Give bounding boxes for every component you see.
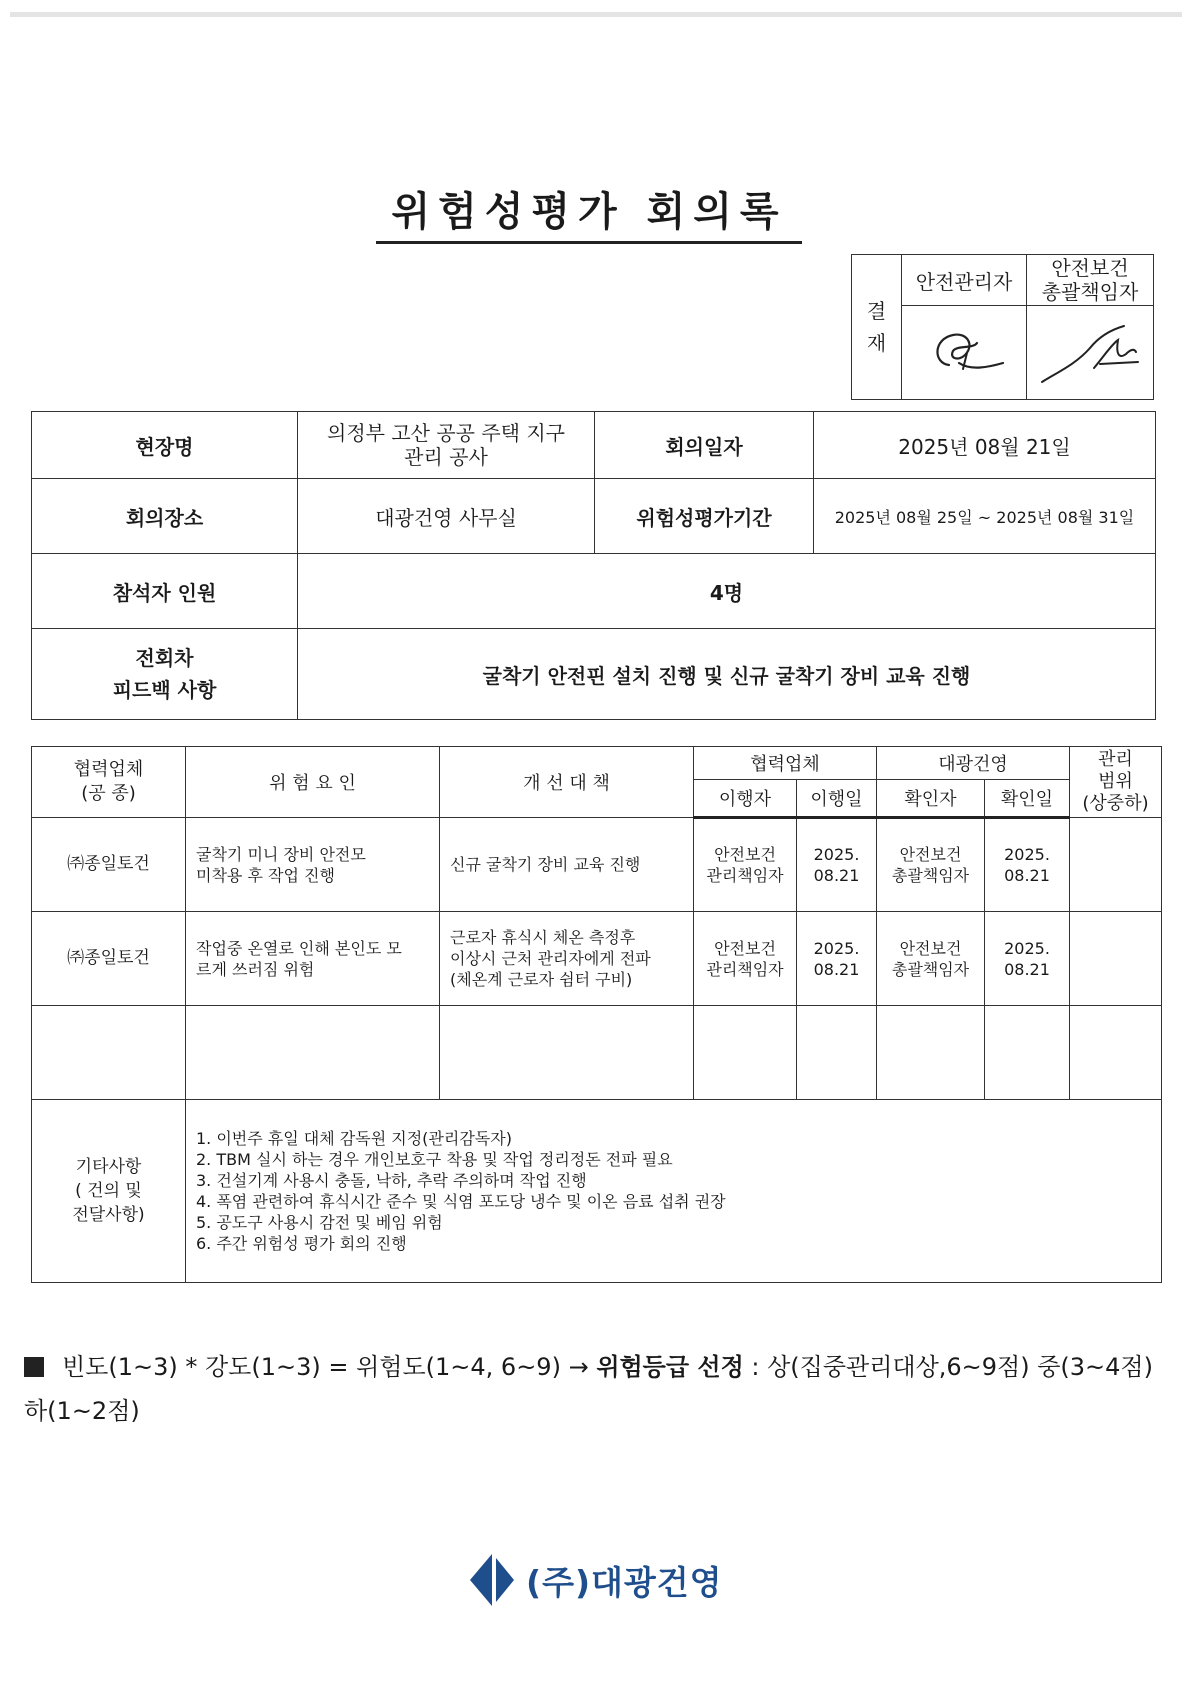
date-value: 2025년 08월 21일 bbox=[814, 412, 1156, 479]
header-performer: 이행자 bbox=[694, 780, 797, 818]
page-title: 위험성평가 회의록 bbox=[376, 185, 802, 244]
row-performer: 안전보건 관리책임자 bbox=[694, 912, 797, 1006]
list-item: 1. 이번주 휴일 대체 감독원 지정(관리감독자) bbox=[196, 1129, 512, 1148]
row-check-date: 2025. 08.21 bbox=[985, 912, 1070, 1006]
row-performer: 안전보건 관리책임자 bbox=[694, 818, 797, 912]
row-perform-date: 2025. 08.21 bbox=[797, 818, 877, 912]
header-measure: 개 선 대 책 bbox=[440, 747, 694, 818]
logo-mark-icon bbox=[470, 1554, 514, 1606]
attendees-value: 4명 bbox=[298, 554, 1156, 629]
row-checker: 안전보건 총괄책임자 bbox=[877, 818, 985, 912]
site-value: 의정부 고산 공공 주택 지구 관리 공사 bbox=[298, 412, 595, 479]
row-perform-date bbox=[797, 1006, 877, 1100]
list-item: 3. 건설기계 사용시 충돌, 낙하, 추락 주의하며 작업 진행 bbox=[196, 1171, 587, 1190]
footnote-grades: : 상(집중관리대상,6~9점) 중(3~4점) 하(1~2점) bbox=[24, 1353, 1153, 1425]
row-measure bbox=[440, 1006, 694, 1100]
feedback-value: 굴착기 안전핀 설치 진행 및 신규 굴착기 장비 교육 진행 bbox=[298, 629, 1156, 720]
place-label: 회의장소 bbox=[32, 479, 298, 554]
table-row bbox=[32, 912, 1162, 1006]
approval-box bbox=[851, 254, 1154, 400]
row-measure: 근로자 휴식시 체온 측정후 이상시 근처 관리자에게 전파 (체온계 근로자 쉼터 구비) bbox=[440, 912, 694, 1006]
period-value: 2025년 08월 25일 ~ 2025년 08월 31일 bbox=[814, 479, 1156, 554]
row-perform-date: 2025. 08.21 bbox=[797, 912, 877, 1006]
list-item: 5. 공도구 사용시 감전 및 베임 위험 bbox=[196, 1213, 443, 1232]
meeting-info-table bbox=[31, 411, 1156, 720]
site-label: 현장명 bbox=[32, 412, 298, 479]
header-scope: 관리 범위 (상중하) bbox=[1070, 747, 1162, 818]
row-checker: 안전보건 총괄책임자 bbox=[877, 912, 985, 1006]
row-performer bbox=[694, 1006, 797, 1100]
footnote-bold: 위험등급 선정 bbox=[596, 1353, 744, 1381]
row-check-date: 2025. 08.21 bbox=[985, 818, 1070, 912]
table-row bbox=[32, 818, 1162, 912]
date-label: 회의일자 bbox=[595, 412, 814, 479]
header-group-daekwang: 대광건영 bbox=[877, 747, 1070, 780]
signature-safety-manager bbox=[902, 306, 1027, 400]
header-checker: 확인자 bbox=[877, 780, 985, 818]
row-measure: 신규 굴착기 장비 교육 진행 bbox=[440, 818, 694, 912]
approval-col-safety-manager: 안전관리자 bbox=[902, 255, 1027, 306]
row-scope bbox=[1070, 1006, 1162, 1100]
row-hazard: 작업중 온열로 인해 본인도 모 르게 쓰러짐 위험 bbox=[186, 912, 440, 1006]
scan-edge bbox=[10, 12, 1182, 17]
row-contractor: ㈜종일토건 bbox=[32, 818, 186, 912]
approval-col-general-manager: 안전보건 총괄책임자 bbox=[1027, 255, 1154, 306]
row-hazard bbox=[186, 1006, 440, 1100]
header-hazard: 위 험 요 인 bbox=[186, 747, 440, 818]
logo-text: (주)대광건영 bbox=[526, 1562, 723, 1602]
header-contractor: 협력업체 (공 종) bbox=[32, 747, 186, 818]
company-logo bbox=[470, 1552, 723, 1608]
notes-label: 기타사항 ( 건의 및 전달사항) bbox=[32, 1100, 186, 1283]
row-scope bbox=[1070, 818, 1162, 912]
notes-list bbox=[186, 1100, 1162, 1283]
approval-label: 결 재 bbox=[852, 255, 902, 400]
list-item: 2. TBM 실시 하는 경우 개인보호구 착용 및 작업 정리정돈 전파 필요 bbox=[196, 1150, 673, 1169]
signature-general-manager bbox=[1027, 306, 1154, 400]
attendees-label: 참석자 인원 bbox=[32, 554, 298, 629]
risk-assessment-table bbox=[31, 746, 1162, 1283]
row-hazard: 굴착기 미니 장비 안전모 미착용 후 작업 진행 bbox=[186, 818, 440, 912]
row-check-date bbox=[985, 1006, 1070, 1100]
header-perform-date: 이행일 bbox=[797, 780, 877, 818]
row-contractor bbox=[32, 1006, 186, 1100]
row-scope bbox=[1070, 912, 1162, 1006]
header-check-date: 확인일 bbox=[985, 780, 1070, 818]
feedback-label: 전회차 피드백 사항 bbox=[32, 629, 298, 720]
footnote-formula: 빈도(1~3) * 강도(1~3) = 위험도(1~4, 6~9) → bbox=[62, 1353, 597, 1381]
list-item: 6. 주간 위험성 평가 회의 진행 bbox=[196, 1234, 407, 1253]
list-item: 4. 폭염 관련하여 휴식시간 준수 및 식염 포도당 냉수 및 이온 음료 섭취 권장 bbox=[196, 1192, 726, 1211]
period-label: 위험성평가기간 bbox=[595, 479, 814, 554]
place-value: 대광건영 사무실 bbox=[298, 479, 595, 554]
row-contractor: ㈜종일토건 bbox=[32, 912, 186, 1006]
table-row bbox=[32, 1006, 1162, 1100]
row-checker bbox=[877, 1006, 985, 1100]
risk-grade-footnote bbox=[24, 1345, 1164, 1433]
square-bullet-icon bbox=[24, 1357, 44, 1377]
header-group-contractor: 협력업체 bbox=[694, 747, 877, 780]
